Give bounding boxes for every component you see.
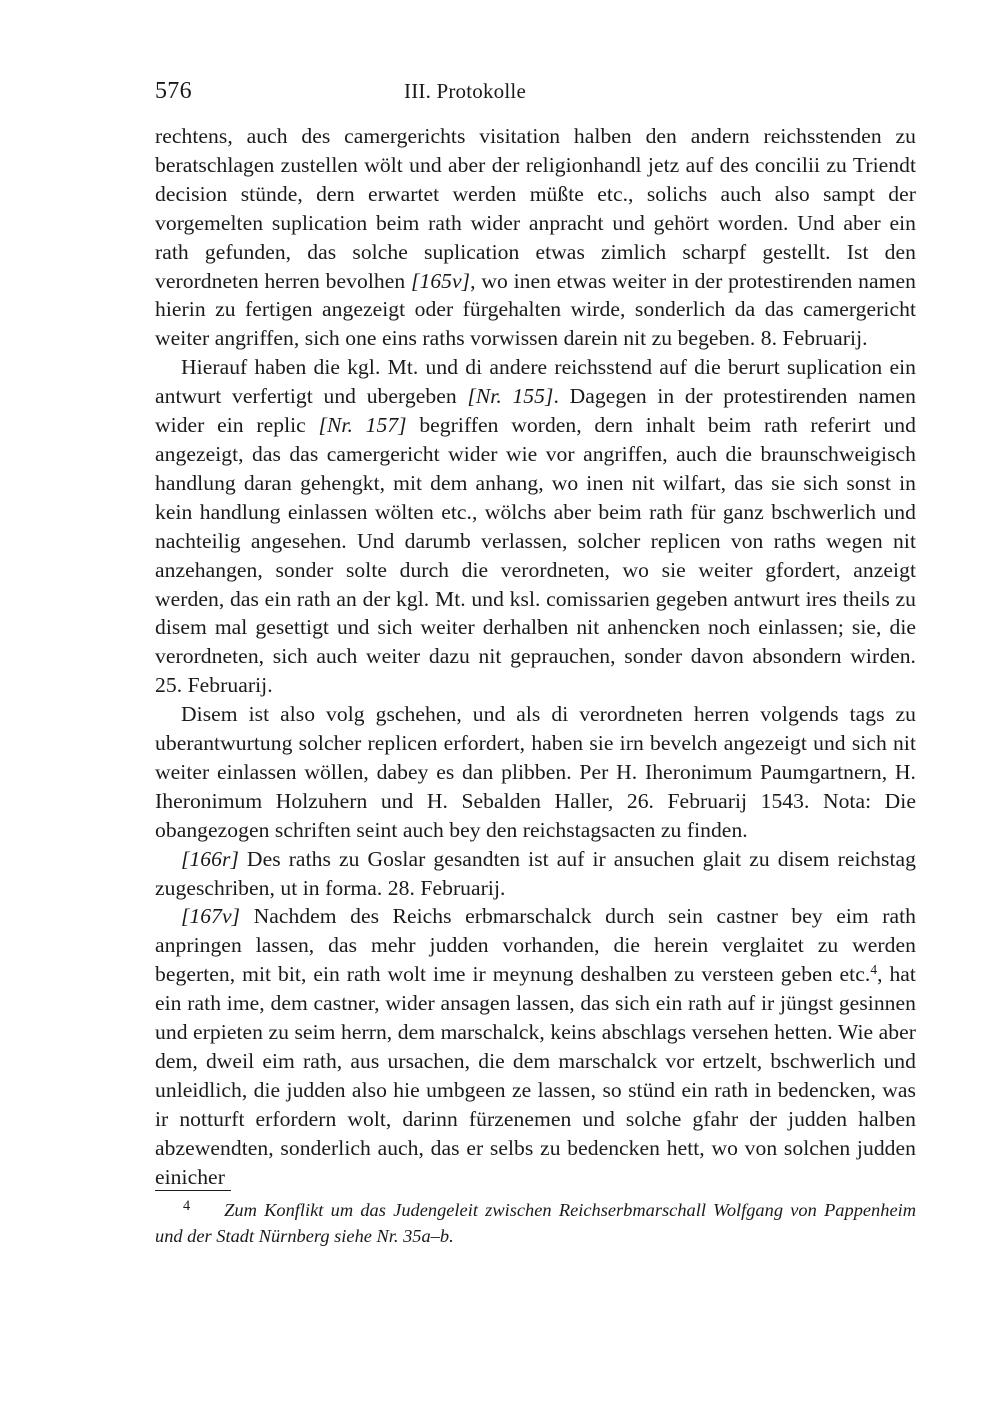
- text-run: Hierauf haben die kgl. Mt. und di andere reichsstend auf die berurt suplication ein antwurt verfertigt und ubergeben: [155, 355, 916, 409]
- body-paragraph: [155, 845, 916, 903]
- body-paragraph: [155, 122, 916, 353]
- folio-reference: [166r]: [181, 846, 239, 871]
- footnote-reference-marker: 4: [870, 962, 878, 978]
- footnote-list: [155, 1198, 916, 1249]
- body-paragraph: [155, 700, 916, 845]
- footnote-entry: [155, 1198, 916, 1249]
- running-head: [155, 76, 915, 106]
- folio-reference: [165v]: [411, 268, 471, 293]
- text-run: , hat ein rath ime, dem castner, wider ansagen lassen, das sich ein rath auf ir jüngst gesinnen und erpieten zu seim herrn, dem marschalck, keins abschlags versehen hetten. Wie aber dem, dweil eim rath, aus ursachen, die dem marschalck vor ertzelt, bschwerlich und unleidlich, die judden also hie umbgeen ze lassen, so stünd ein rath in bedencken, was ir notturft erfordern wolt, darinn fürzenemen und solche gfahr der judden halben abzewendten, sonderlich auch, das er selbs zu bedencken hett, wo von solchen judden einicher: [155, 962, 916, 1189]
- running-head-title: III. Protokolle: [404, 79, 526, 103]
- text-run: , wo inen etwas weiter in der protestirenden namen hierin zu fertigen angezeigt oder fürgehalten wirde, sonderlich da das camergericht weiter angriffen, sich one eins raths vorwissen darein nit zu begeben. 8. Februarij.: [155, 268, 916, 351]
- body-paragraph: [155, 902, 916, 1191]
- text-run: Disem ist also volg gschehen, und als di verordneten herren volgends tags zu uberantwurtung solcher replicen erfordert, haben sie irn bevelch angezeigt und sich nit weiter einlassen wöllen, dabey es dan plibben. Per H. Iheronimum Paumgartnern, H. Iheronimum Holzuhern und H. Sebalden Haller, 26. Februarij 1543. Nota: Die obangezogen schriften seint auch bey den reichstagsacten zu finden.: [155, 702, 916, 842]
- body-text-block: [155, 122, 916, 1192]
- text-run: rechtens, auch des camergerichts visitation halben den andern reichsstenden zu beratschlagen zustellen wölt und aber der religionhandl jetz auf des concilii zu Triendt decision stünde, dern erwartet werden müßte etc., solichs auch also sampt der vorgemelten suplication beim rath wider anpracht und gehört worden. Und aber ein rath gefunden, das solche suplication etwas zimlich scharpf gestellt. Ist den verordneten herren bevolhen: [155, 124, 916, 293]
- folio-reference: [Nr. 157]: [318, 413, 407, 438]
- text-run: Des raths zu Goslar gesandten ist auf ir ansuchen glait zu disem reichstag zugeschriben, ut in forma. 28. Februarij.: [155, 846, 916, 900]
- body-paragraph: [155, 353, 916, 700]
- footnote-number: 4: [183, 1197, 191, 1214]
- text-run: Nachdem des Reichs erbmarschalck durch sein castner bey eim rath anpringen lassen, das mehr judden vorhanden, die herein verglaitet zu werden begerten, mit bit, ein rath wolt ime ir meynung deshalben zu versteen geben etc.: [155, 904, 916, 987]
- footnote-text: Zum Konflikt um das Judengeleit zwischen Reichserbmarschall Wolfgang von Pappenheim und der Stadt Nürnberg siehe Nr. 35a–b.: [155, 1200, 916, 1246]
- folio-reference: [167v]: [181, 904, 241, 929]
- footnote-separator-rule: [155, 1190, 231, 1191]
- text-run: begriffen worden, dern inhalt beim rath referirt und angezeigt, das das camergericht wider wie vor angriffen, auch die braunschweigisch handlung daran gehengkt, mit dem anhang, wo inen nit wilfart, das sie sich sonst in kein handlung einlassen wölten etc., wölchs aber beim rath für ganz bschwerlich und nachteilig angesehen. Und darumb verlassen, solcher replicen von raths wegen nit anzehangen, sonder solte durch die verordneten, wo sie weiter gfordert, anzeigt werden, das ein rath an der kgl. Mt. und ksl. comissarien gegeben antwurt ires theils zu disem mal gesettigt und sich weiter derhalben nit anhencken noch einlassen; sie, die verordneten, sich auch weiter dazu nit geprauchen, sonder davon absondern wirden. 25. Februarij.: [155, 413, 916, 698]
- page-number: 576: [155, 78, 192, 104]
- text-run: . Dagegen in der protestirenden namen wider ein replic: [155, 384, 917, 438]
- footnote-apparatus: [155, 1190, 916, 1249]
- folio-reference: [Nr. 155]: [467, 384, 554, 409]
